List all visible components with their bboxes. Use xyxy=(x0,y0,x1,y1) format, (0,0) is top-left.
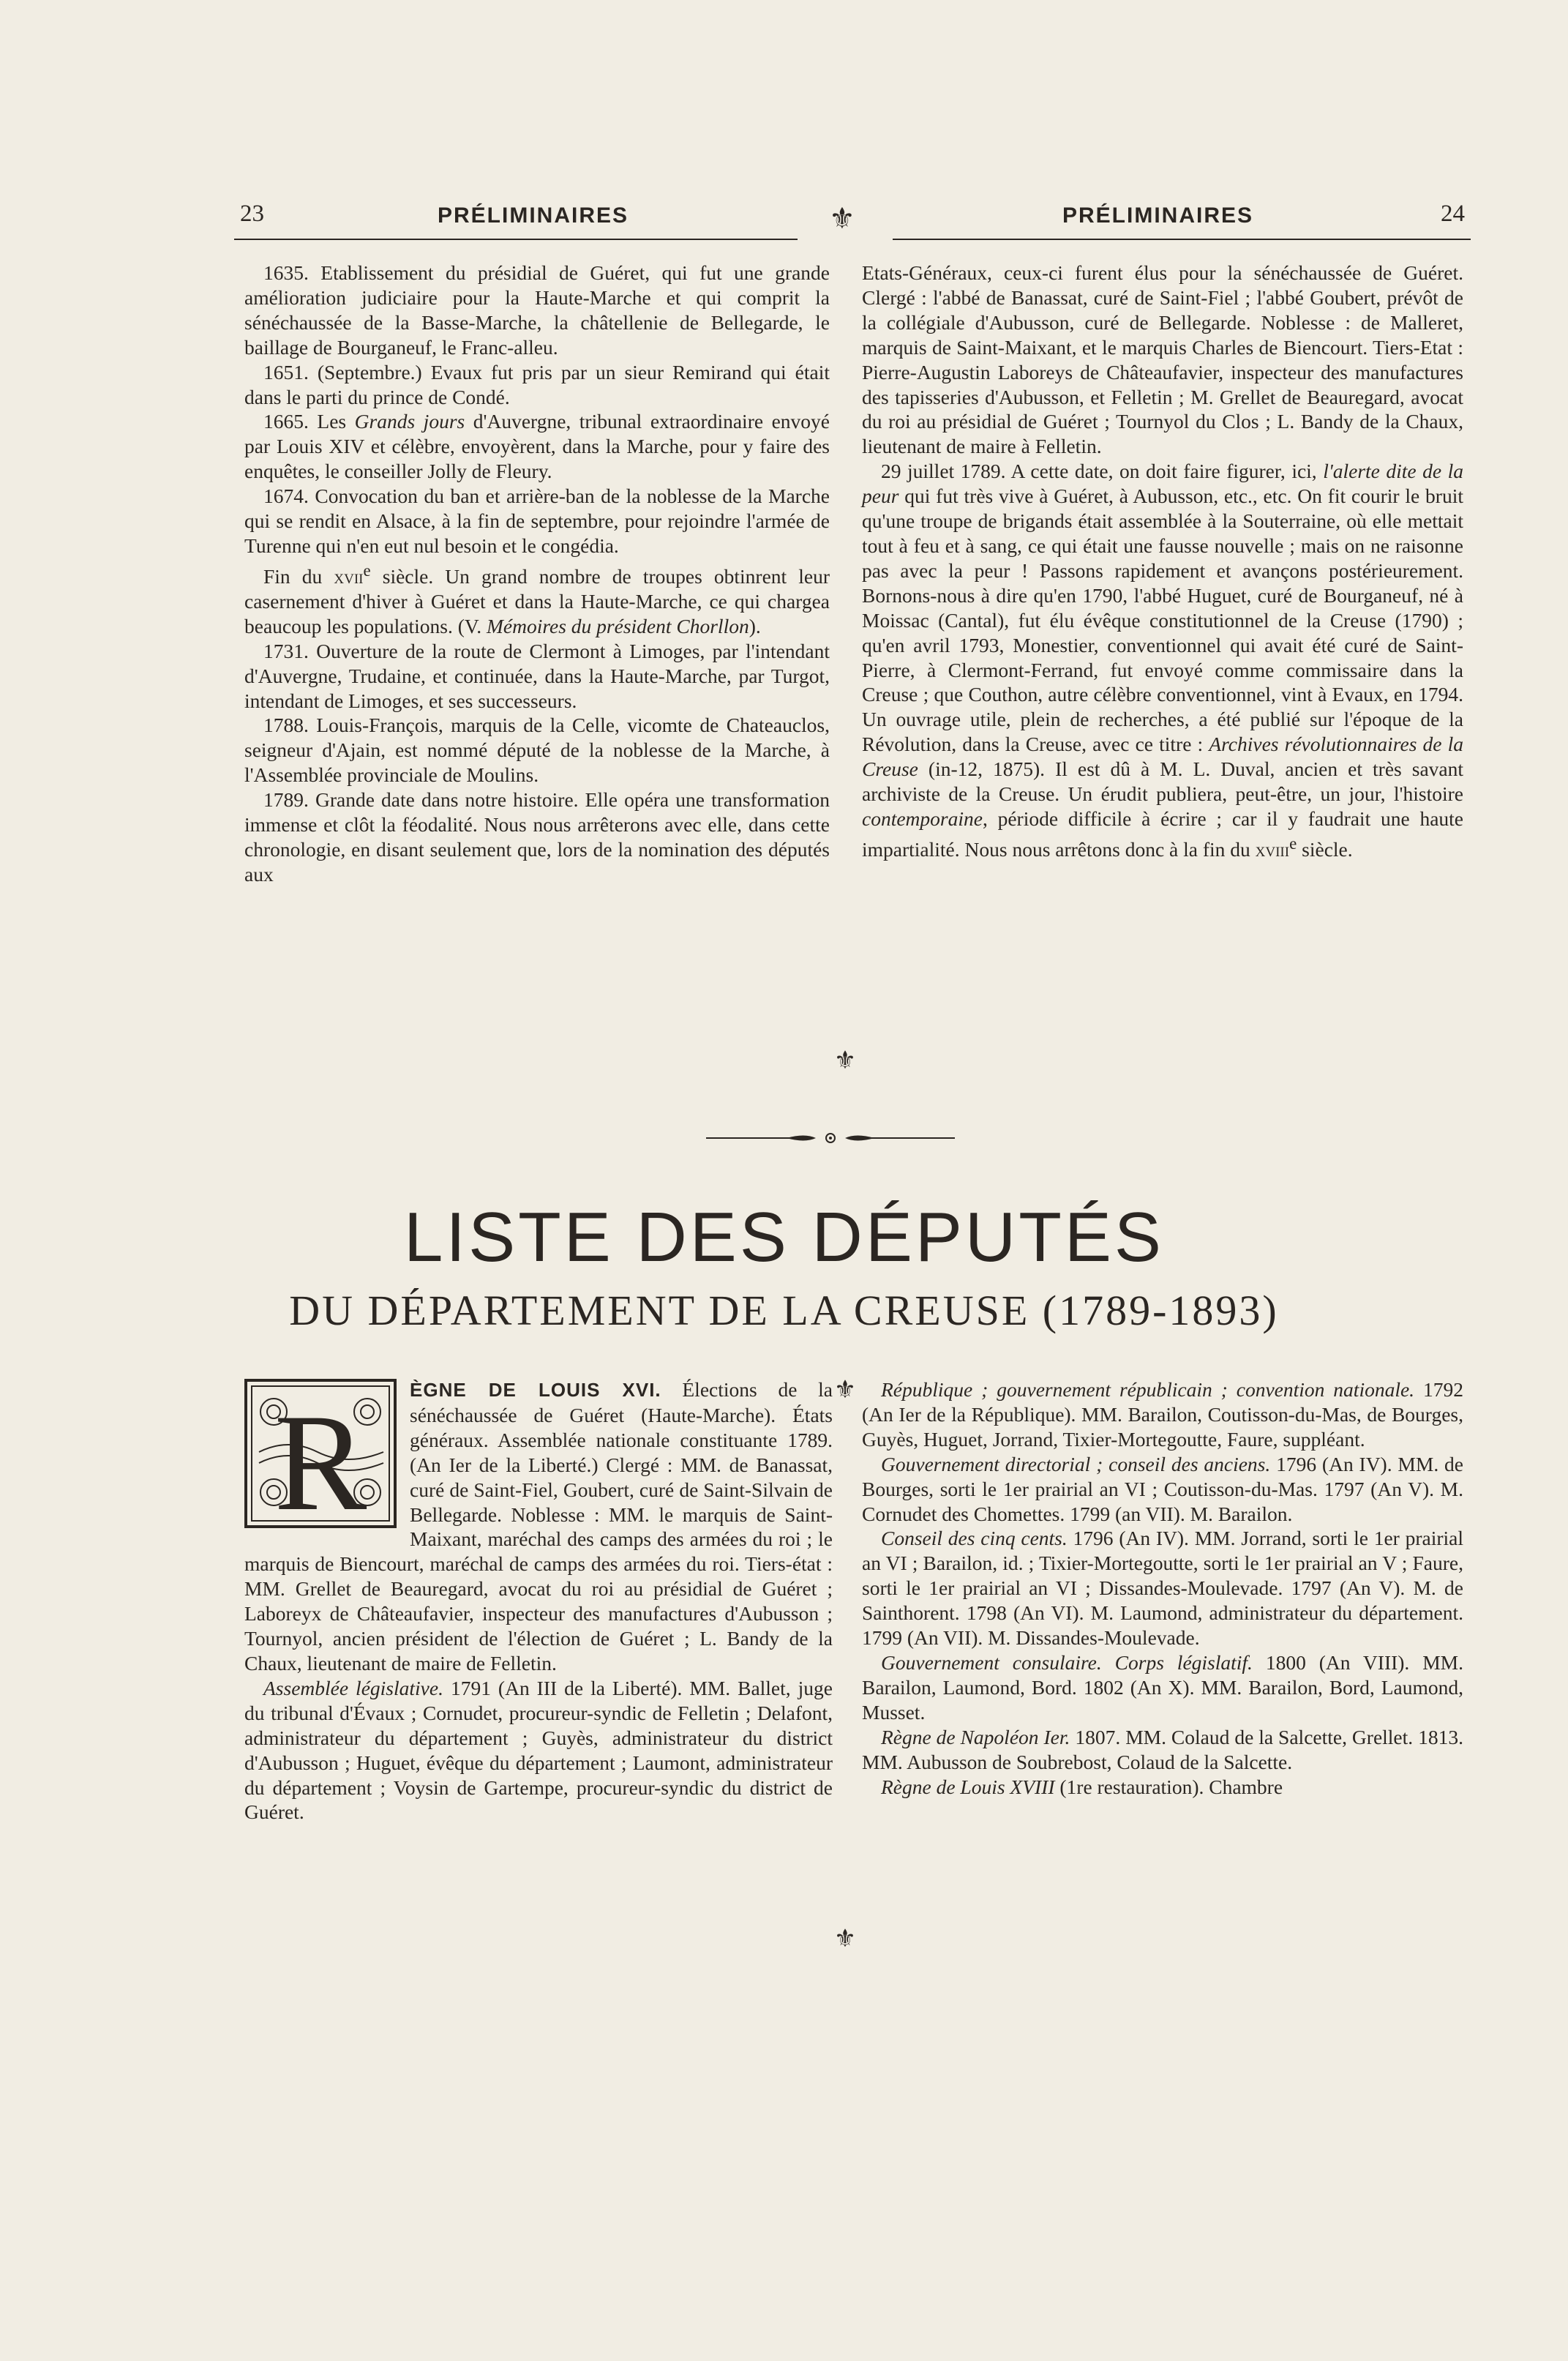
drop-cap-initial xyxy=(244,1379,397,1528)
paragraph: Assemblée législative. 1791 (An III de la Liberté). MM. Ballet, juge du tribunal d'Évaux ; Cornudet, procureur-syndic de Felletin ; Delafont, administrateur du département ; Guyès, administrateur du district d'Aubusson ; Huguet, évêque du département ; Laumont, administrateur du département ; Voysin de Gartempe, procureur-syndic du district de Guéret. xyxy=(244,1676,833,1824)
svg-text:R: R xyxy=(274,1386,367,1528)
paragraph: Fin du xvii$^e$ siècle. Un grand nombre de troupes obtinrent leur casernement d'hiver à Guéret et dans la Haute-Marche, ce qui chargea beaucoup les populations. (V. Mémoires du président Chorllon). xyxy=(244,561,830,637)
paragraph: Règne de Louis XVIII (1re restauration). Chambre xyxy=(881,1775,1283,1798)
fleur-de-lis-icon: ⚜ xyxy=(833,1926,857,1953)
header-rule-right xyxy=(893,239,1471,240)
paragraph: 1635. Etablissement du présidial de Guéret, qui fut une grande amélioration judiciaire pour la Haute-Marche et qui comprit la sénéchaussée de la Basse-Marche, la châtellenie de Bellegarde, le baillage de Bourganeuf, le Franc-alleu. xyxy=(244,261,830,359)
section-title: LISTE DES DÉPUTÉS xyxy=(404,1198,1164,1276)
ornamental-divider xyxy=(706,1127,955,1149)
column-top-right xyxy=(862,261,1463,862)
fleur-de-lis-icon: ⚜ xyxy=(833,1377,857,1404)
column-bottom-left xyxy=(244,1377,833,1825)
reign-heading: ÈGNE DE LOUIS XVI. xyxy=(410,1379,661,1401)
paragraph: Etats-Généraux, ceux-ci furent élus pour la sénéchaussée de Guéret. Clergé : l'abbé de Banassat, curé de Saint-Fiel ; l'abbé Goubert, prévôt de la collégiale d'Aubusson, curé de Bellegarde. Noblesse : de Malleret, marquis de Saint-Maixant, et le marquis Charles de Biencourt. Tiers-Etat : Pierre-Augustin Laboreys de Châteaufavier, inspecteur des manufactures des tapisseries d'Aubusson, et Felletin ; M. Grellet de Beauregard, avocat du roi au présidial de Guéret ; Tournyol du Clos ; L. Bandy de la Chaux, lieutenant de maire à Felletin. xyxy=(862,261,1463,458)
column-bottom-right xyxy=(862,1377,1463,1799)
paragraph: 1674. Convocation du ban et arrière-ban de la noblesse de la Marche qui se rendit en Alsace, à la fin de septembre, pour rejoindre l'armée de Turenne qui n'en eut nul besoin et le congédia. xyxy=(244,484,830,557)
paragraph: 29 juillet 1789. A cette date, on doit faire figurer, ici, l'alerte dite de la peur qui fut très vive à Guéret, à Aubusson, etc., etc. On fit courir le bruit qu'une troupe de brigands était assemblée à la Souterraine, où elle mettait tout à feu et à sang, ce qui était une fausse nouvelle ; mais on ne raisonne pas avec la peur ! Passons rapidement et avançons postérieurement. Bornons-nous à dire qu'en 1790, l'abbé Huguet, curé de Bourganeuf, né à Moissac (Cantal), fut élu évêque constitutionnel de la Creuse (1790) ; qu'en avril 1793, Monestier, conventionnel qui avait été curé de Saint-Pierre, à Clermont-Ferrand, fut envoyé comme commissaire dans la Creuse ; que Couthon, autre célèbre conventionnel, vint à Evaux, en 1794. Un ouvrage utile, plein de recherches, a été publié sur l'époque de la Révolution, dans la Creuse, avec ce titre : Archives révolutionnaires de la Creuse (in-12, 1875). Il est dû à M. L. Duval, ancien et très savant archiviste de la Creuse. Un érudit publiera, peut-être, un jour, l'histoire contemporaine, période difficile à écrire ; car il y faudrait une haute impartialité. Nous nous arrêtons donc à la fin du xviii$^e$ siècle. xyxy=(862,460,1463,861)
paragraph: R ÈGNE DE LOUIS XVI. Élections de la sénéchaussée de Guéret (Haute-Marche). États généraux. Assemblée nationale constituante 1789. (An Ier de la Liberté.) Clergé : MM. de Banassat, curé de Saint-Fiel, Goubert, curé de Saint-Silvain de Bellegarde. Noblesse : MM. le marquis de Saint-Maixant, maréchal des camps des armées du roi ; le marquis de Biencourt, maréchal de camps des armées du roi. Tiers-état : MM. Grellet de Beauregard, avocat du roi au présidial de Guéret ; Laboreyx de Châteaufavier, inspecteur des manufactures d'Aubusson ; Tournyol, ancien président de l'élection de Guéret ; L. Bandy de la Chaux, lieutenant de maire de Felletin. xyxy=(244,1378,833,1675)
paragraph: 1651. (Septembre.) Evaux fut pris par un sieur Remirand qui était dans le parti du prince de Condé. xyxy=(244,360,830,408)
running-head-left: PRÉLIMINAIRES xyxy=(438,203,629,228)
section-subtitle: DU DÉPARTEMENT DE LA CREUSE (1789-1893) xyxy=(289,1287,1279,1334)
paragraph: 1665. Les Grands jours d'Auvergne, tribunal extraordinaire envoyé par Louis XIV et célèbre, envoyèrent, dans la Marche, pour y faire des enquêtes, le conseiller Jolly de Fleury. xyxy=(244,410,830,483)
fleur-de-lis-icon: ⚜ xyxy=(833,1047,857,1074)
column-top-left xyxy=(244,261,830,887)
ornate-initial-icon xyxy=(244,1379,397,1528)
header-rule-left xyxy=(234,239,798,240)
paragraph: Gouvernement consulaire. Corps législatif. 1800 (An VIII). MM. Barailon, Laumond, Bord. 1802 (An X). MM. Barailon, Bord, Laumond, Musset. xyxy=(862,1650,1463,1724)
paragraph: Conseil des cinq cents. 1796 (An IV). MM. Jorrand, sorti le 1er prairial an VI ; Barailon, id. ; Tixier-Mortegoutte, sorti le 1er prairial an V ; Faure, sorti le 1er prairial an VI ; Dissandes-Moulevade. 1797 (An V). M. de Sainthorent. 1798 (An VI). M. Laumond, administrateur du département. 1799 (An VII). M. Dissandes-Moulevade. xyxy=(862,1527,1463,1650)
paragraph: Règne de Napoléon Ier. 1807. MM. Colaud de la Salcette, Grellet. 1813. MM. Aubusson de Soubrebost, Colaud de la Salcette. xyxy=(862,1725,1463,1773)
paragraph: République ; gouvernement républicain ; convention nationale. 1792 (An Ier de la République). MM. Barailon, Coutisson-du-Mas, de Bourges, Guyès, Huguet, Jorrand, Tixier-Mortegoutte, Faure, suppléant. xyxy=(862,1378,1463,1451)
paragraph: Gouvernement directorial ; conseil des anciens. 1796 (An IV). MM. de Bourges, sorti le 1er prairial an VI ; Coutisson-du-Mas. 1797 (An V). M. Cornudet des Chomettes. 1799 (an VII). M. Barailon. xyxy=(862,1452,1463,1525)
paragraph: 1789. Grande date dans notre histoire. Elle opéra une transformation immense et clôt la féodalité. Nous nous arrêterons avec elle, dans cette chronologie, en disant seulement que, lors de la nomination des députés aux xyxy=(244,788,830,886)
page-number-right: 24 xyxy=(1441,201,1465,227)
fleur-de-lis-icon: ⚜ xyxy=(829,202,855,235)
page-header xyxy=(234,201,1471,237)
paragraph: 1788. Louis-François, marquis de la Celle, vicomte de Chateauclos, seigneur d'Ajain, est nommé député de la noblesse de la Marche, à l'Assemblée provinciale de Moulins. xyxy=(244,714,830,787)
running-head-right: PRÉLIMINAIRES xyxy=(1062,203,1254,228)
paragraph: 1731. Ouverture de la route de Clermont à Limoges, par l'intendant d'Auvergne, Trudaine, et continuée, dans la Haute-Marche, par Turgot, intendant de Limoges, et ses successeurs. xyxy=(244,639,830,712)
page-number-left: 23 xyxy=(240,201,264,227)
